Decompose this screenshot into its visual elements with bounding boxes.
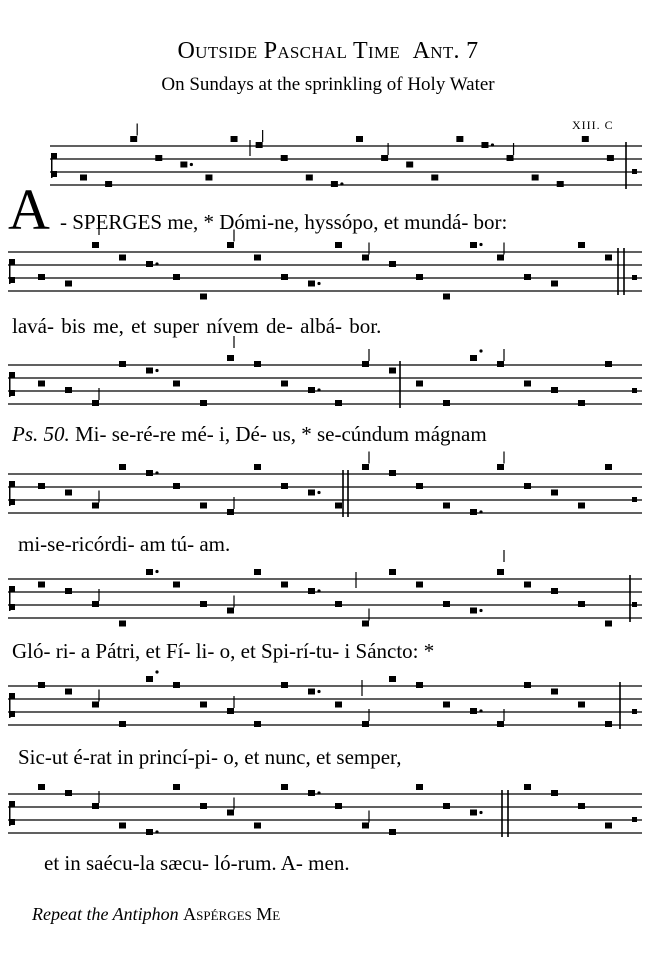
staff-5 (8, 550, 642, 627)
neume-note (281, 784, 288, 790)
neume-note (92, 702, 99, 708)
neume-note (578, 242, 585, 248)
neume-note (281, 682, 288, 688)
neume-note (470, 608, 477, 614)
c-clef (9, 481, 15, 506)
neume-note (38, 381, 45, 387)
neume-note (605, 464, 612, 470)
neume-note (524, 274, 531, 280)
neume-note (146, 676, 153, 682)
neume-note (38, 483, 45, 489)
neume-note (281, 155, 288, 161)
neume-note (524, 483, 531, 489)
custos-mark (632, 388, 637, 393)
neume-note (605, 255, 612, 261)
neume-note (443, 803, 450, 809)
neume-note (416, 682, 423, 688)
neume-note (308, 588, 315, 594)
neume-note (362, 721, 369, 727)
neume-note (362, 464, 369, 470)
custos-mark (632, 169, 637, 174)
neume-note (532, 175, 539, 181)
neume-note (38, 274, 45, 280)
neume-note (389, 676, 396, 682)
neume-note (605, 721, 612, 727)
neume-note (227, 355, 234, 361)
staff-3 (8, 336, 642, 408)
staff-6 (8, 670, 642, 729)
rubric-text: Repeat the Antiphon (32, 904, 179, 924)
neume-note (308, 490, 315, 496)
rubric-antiphon-name: Aspérges Me (183, 904, 281, 924)
neume-note (180, 162, 187, 168)
neume-note (119, 361, 126, 367)
neume-note (335, 702, 342, 708)
neume-note (231, 136, 238, 142)
neume-note (200, 294, 207, 300)
neume-note (119, 255, 126, 261)
drop-capital: A (8, 177, 50, 242)
lyric-line-6: Sic-ut é-rat in princí-pi- o, et nunc, et semper, (18, 745, 402, 769)
neume-note (578, 803, 585, 809)
neume-note (146, 470, 153, 476)
neume-note (130, 136, 137, 142)
neume-note (456, 136, 463, 142)
neume-note (551, 490, 558, 496)
custos-mark (632, 602, 637, 607)
neume-note (497, 464, 504, 470)
neume-note (335, 242, 342, 248)
neume-note (308, 281, 315, 287)
neume-note (200, 702, 207, 708)
neume-note (605, 823, 612, 829)
neume-note (254, 569, 261, 575)
neume-note (308, 387, 315, 393)
neume-note (256, 142, 263, 148)
staff-4 (8, 452, 642, 518)
lyric-line-7: et in saécu-la sæcu- ló-rum. A- men. (44, 851, 350, 875)
staff-2 (8, 223, 642, 300)
title-season: Outside Paschal Time (177, 38, 401, 64)
neume-note (524, 682, 531, 688)
c-clef (51, 153, 57, 178)
neume-note (497, 569, 504, 575)
neume-note (551, 689, 558, 695)
neume-note (416, 483, 423, 489)
neume-note (524, 784, 531, 790)
c-clef (9, 586, 15, 611)
title-antiphon-number: Ant. 7 (412, 38, 479, 64)
neume-note (173, 784, 180, 790)
neume-note (443, 702, 450, 708)
neume-note (281, 274, 288, 280)
neume-note (65, 490, 72, 496)
neume-note (119, 621, 126, 627)
neume-note (578, 503, 585, 509)
neume-note (578, 601, 585, 607)
custos-mark (632, 275, 637, 280)
neume-note (146, 829, 153, 835)
neume-note (578, 702, 585, 708)
neume-note (335, 601, 342, 607)
neume-note (173, 274, 180, 280)
neume-note (470, 242, 477, 248)
neume-note (227, 608, 234, 614)
neume-note (362, 361, 369, 367)
neume-note (389, 368, 396, 374)
neume-note (557, 181, 564, 187)
neume-note (65, 281, 72, 287)
neume-note (227, 708, 234, 714)
neume-note (389, 829, 396, 835)
neume-note (80, 175, 87, 181)
neume-note (146, 569, 153, 575)
neume-note (105, 181, 112, 187)
neume-note (605, 621, 612, 627)
neume-note (308, 689, 315, 695)
neume-note (551, 281, 558, 287)
neume-note (308, 790, 315, 796)
neume-note (443, 503, 450, 509)
neume-note (416, 381, 423, 387)
neume-note (38, 784, 45, 790)
neume-note (389, 261, 396, 267)
c-clef (9, 259, 15, 284)
neume-note (146, 261, 153, 267)
neume-note (362, 255, 369, 261)
chant-subtitle: On Sundays at the sprinkling of Holy Water (161, 74, 495, 95)
neume-note (551, 790, 558, 796)
neume-note (281, 582, 288, 588)
neume-note (582, 136, 589, 142)
c-clef (9, 372, 15, 397)
neume-note (507, 155, 514, 161)
psalm-verse-text: Mi- se-ré-re mé- i, Dé- us, * se-cúndum mágnam (75, 422, 487, 446)
neume-note (200, 400, 207, 406)
neume-note (92, 503, 99, 509)
neume-note (227, 810, 234, 816)
neume-note (551, 588, 558, 594)
neume-note (281, 381, 288, 387)
neume-note (443, 601, 450, 607)
neume-note (200, 601, 207, 607)
neume-note (605, 361, 612, 367)
neume-note (38, 682, 45, 688)
neume-note (443, 294, 450, 300)
lyric-line-3 (12, 424, 487, 445)
neume-note (146, 368, 153, 374)
neume-note (155, 155, 162, 161)
custos-mark (632, 817, 637, 822)
staff-7 (8, 784, 642, 837)
c-clef (9, 801, 15, 826)
neume-note (335, 400, 342, 406)
neume-note (65, 387, 72, 393)
neume-note (254, 464, 261, 470)
neume-note (362, 621, 369, 627)
neume-note (362, 823, 369, 829)
neume-note (254, 255, 261, 261)
neume-note (331, 181, 338, 187)
neume-note (65, 588, 72, 594)
neume-note (200, 503, 207, 509)
neume-note (443, 400, 450, 406)
neume-note (551, 387, 558, 393)
neume-note (470, 810, 477, 816)
neume-note (470, 509, 477, 515)
lyric-line-2: lavá- bis me, et super nívem de- albá- bor. (12, 314, 382, 338)
neume-note (578, 400, 585, 406)
neume-note (335, 803, 342, 809)
neume-note (38, 582, 45, 588)
neume-note (416, 582, 423, 588)
rubric-footer (32, 904, 280, 925)
neume-note (281, 483, 288, 489)
neume-note (481, 142, 488, 148)
neume-note (470, 355, 477, 361)
neume-note (431, 175, 438, 181)
neume-note (607, 155, 614, 161)
neume-note (254, 823, 261, 829)
neume-note (306, 175, 313, 181)
neume-note (524, 381, 531, 387)
neume-note (173, 682, 180, 688)
neume-note (200, 803, 207, 809)
c-clef (9, 693, 15, 718)
neume-note (470, 708, 477, 714)
neume-note (389, 470, 396, 476)
neume-note (524, 582, 531, 588)
neume-note (389, 569, 396, 575)
neume-note (335, 503, 342, 509)
neume-note (254, 721, 261, 727)
neume-note (92, 601, 99, 607)
psalm-reference: Ps. 50. (12, 422, 70, 446)
neume-note (92, 400, 99, 406)
lyric-line-1: - SPERGES me, * Dómi-ne, hyssópo, et mundá- bor: (60, 210, 508, 234)
neume-note (254, 361, 261, 367)
staff-1 (50, 124, 642, 190)
neume-note (356, 136, 363, 142)
neume-note (173, 582, 180, 588)
neume-note (119, 464, 126, 470)
lyric-line-5: Gló- ri- a Pátri, et Fí- li- o, et Spi-rí-tu- i Sáncto: * (12, 639, 435, 663)
neume-note (173, 381, 180, 387)
neume-note (497, 721, 504, 727)
neume-note (65, 790, 72, 796)
lyric-line-4: mi-se-ricórdi- am tú- am. (18, 532, 231, 556)
neume-note (416, 274, 423, 280)
neume-note (227, 242, 234, 248)
mode-indicator: XIII. C (572, 118, 614, 132)
neume-note (381, 155, 388, 161)
neume-note (119, 721, 126, 727)
neume-note (227, 509, 234, 515)
custos-mark (632, 709, 637, 714)
neume-note (92, 242, 99, 248)
neume-note (65, 689, 72, 695)
custos-mark (632, 497, 637, 502)
neume-note (416, 784, 423, 790)
neume-note (173, 483, 180, 489)
neume-note (205, 175, 212, 181)
neume-note (497, 361, 504, 367)
neume-note (92, 803, 99, 809)
neume-note (497, 255, 504, 261)
neume-note (119, 823, 126, 829)
neume-note (406, 162, 413, 168)
